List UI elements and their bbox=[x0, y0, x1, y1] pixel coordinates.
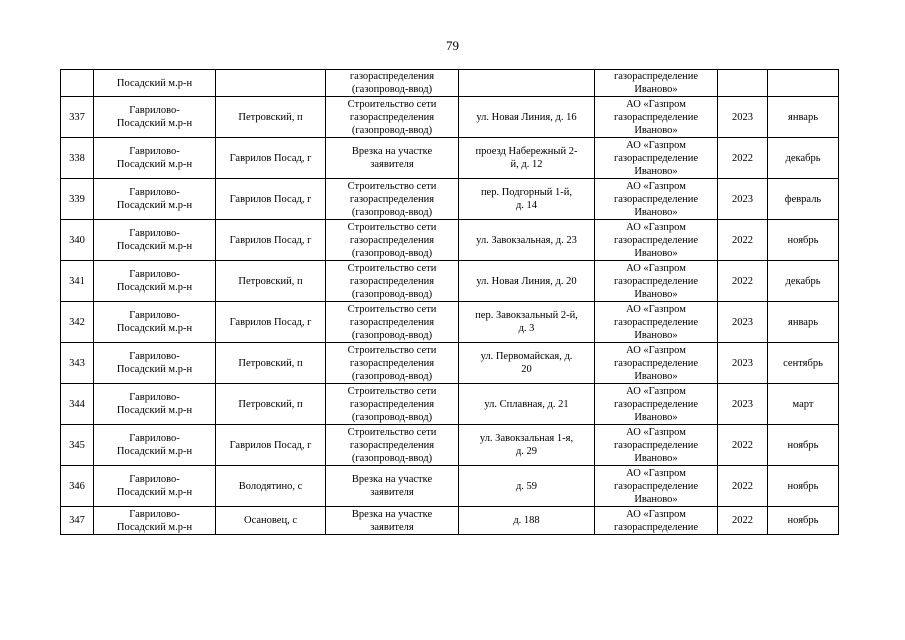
cell-year: 2023 bbox=[718, 97, 768, 138]
table-row-continuation bbox=[61, 70, 839, 97]
cell-work: Строительство сети газораспределения (газопровод-ввод) bbox=[326, 343, 459, 384]
table-row bbox=[61, 138, 839, 179]
cell-work: Строительство сети газораспределения (газопровод-ввод) bbox=[326, 179, 459, 220]
cell-organization: АО «Газпром газораспределение Иваново» bbox=[595, 261, 718, 302]
cell-address: д. 188 bbox=[459, 507, 595, 535]
cell-locality: Гаврилов Посад, г bbox=[216, 179, 326, 220]
cell-organization: газораспределение Иваново» bbox=[595, 70, 718, 97]
cell-year: 2023 bbox=[718, 343, 768, 384]
cell-address: ул. Первомайская, д. 20 bbox=[459, 343, 595, 384]
cell-locality bbox=[216, 70, 326, 97]
cell-year: 2022 bbox=[718, 220, 768, 261]
cell-num: 341 bbox=[61, 261, 94, 302]
cell-district: Гаврилово- Посадский м.р-н bbox=[94, 302, 216, 343]
table-row bbox=[61, 179, 839, 220]
cell-locality: Петровский, п bbox=[216, 261, 326, 302]
table-row bbox=[61, 384, 839, 425]
cell-month: ноябрь bbox=[768, 466, 839, 507]
cell-organization: АО «Газпром газораспределение Иваново» bbox=[595, 384, 718, 425]
cell-month: ноябрь bbox=[768, 425, 839, 466]
cell-num bbox=[61, 70, 94, 97]
cell-district: Гаврилово- Посадский м.р-н bbox=[94, 138, 216, 179]
cell-year: 2022 bbox=[718, 466, 768, 507]
cell-district: Гаврилово- Посадский м.р-н bbox=[94, 507, 216, 535]
cell-district: Гаврилово- Посадский м.р-н bbox=[94, 343, 216, 384]
cell-organization: АО «Газпром газораспределение Иваново» bbox=[595, 179, 718, 220]
cell-work: Врезка на участке заявителя bbox=[326, 466, 459, 507]
cell-district: Гаврилово- Посадский м.р-н bbox=[94, 384, 216, 425]
cell-num: 345 bbox=[61, 425, 94, 466]
cell-organization: АО «Газпром газораспределение Иваново» bbox=[595, 343, 718, 384]
cell-district: Посадский м.р-н bbox=[94, 70, 216, 97]
cell-month: ноябрь bbox=[768, 507, 839, 535]
cell-month: декабрь bbox=[768, 261, 839, 302]
cell-address: ул. Завокзальная, д. 23 bbox=[459, 220, 595, 261]
table-row bbox=[61, 507, 839, 535]
cell-num: 343 bbox=[61, 343, 94, 384]
cell-locality: Володятино, с bbox=[216, 466, 326, 507]
cell-work: Врезка на участке заявителя bbox=[326, 507, 459, 535]
table-row bbox=[61, 466, 839, 507]
cell-work: Врезка на участке заявителя bbox=[326, 138, 459, 179]
cell-work: Строительство сети газораспределения (газопровод-ввод) bbox=[326, 302, 459, 343]
cell-month: январь bbox=[768, 97, 839, 138]
cell-num: 344 bbox=[61, 384, 94, 425]
cell-month: декабрь bbox=[768, 138, 839, 179]
cell-work: Строительство сети газораспределения (газопровод-ввод) bbox=[326, 97, 459, 138]
cell-address: ул. Новая Линия, д. 16 bbox=[459, 97, 595, 138]
table-row bbox=[61, 97, 839, 138]
cell-num: 339 bbox=[61, 179, 94, 220]
cell-locality: Гаврилов Посад, г bbox=[216, 302, 326, 343]
cell-district: Гаврилово- Посадский м.р-н bbox=[94, 220, 216, 261]
cell-month: ноябрь bbox=[768, 220, 839, 261]
cell-district: Гаврилово- Посадский м.р-н bbox=[94, 466, 216, 507]
table-body bbox=[61, 70, 839, 535]
cell-locality: Гаврилов Посад, г bbox=[216, 220, 326, 261]
cell-month: сентябрь bbox=[768, 343, 839, 384]
cell-address: ул. Сплавная, д. 21 bbox=[459, 384, 595, 425]
cell-organization: АО «Газпром газораспределение Иваново» bbox=[595, 97, 718, 138]
table-row bbox=[61, 261, 839, 302]
table-row bbox=[61, 425, 839, 466]
cell-district: Гаврилово- Посадский м.р-н bbox=[94, 97, 216, 138]
cell-year: 2023 bbox=[718, 302, 768, 343]
cell-address: пер. Подгорный 1-й, д. 14 bbox=[459, 179, 595, 220]
cell-month: март bbox=[768, 384, 839, 425]
cell-num: 340 bbox=[61, 220, 94, 261]
cell-work: Строительство сети газораспределения (газопровод-ввод) bbox=[326, 261, 459, 302]
cell-work: газораспределения (газопровод-ввод) bbox=[326, 70, 459, 97]
cell-work: Строительство сети газораспределения (газопровод-ввод) bbox=[326, 220, 459, 261]
cell-organization: АО «Газпром газораспределение bbox=[595, 507, 718, 535]
table-row bbox=[61, 343, 839, 384]
cell-locality: Гаврилов Посад, г bbox=[216, 425, 326, 466]
cell-address: ул. Завокзальная 1-я, д. 29 bbox=[459, 425, 595, 466]
cell-address: д. 59 bbox=[459, 466, 595, 507]
cell-work: Строительство сети газораспределения (газопровод-ввод) bbox=[326, 384, 459, 425]
cell-num: 342 bbox=[61, 302, 94, 343]
cell-num: 347 bbox=[61, 507, 94, 535]
cell-district: Гаврилово- Посадский м.р-н bbox=[94, 179, 216, 220]
table-row bbox=[61, 302, 839, 343]
table-row bbox=[61, 220, 839, 261]
cell-organization: АО «Газпром газораспределение Иваново» bbox=[595, 138, 718, 179]
cell-locality: Осановец, с bbox=[216, 507, 326, 535]
cell-address bbox=[459, 70, 595, 97]
cell-organization: АО «Газпром газораспределение Иваново» bbox=[595, 425, 718, 466]
cell-locality: Петровский, п bbox=[216, 384, 326, 425]
cell-address: проезд Набережный 2- й, д. 12 bbox=[459, 138, 595, 179]
cell-locality: Гаврилов Посад, г bbox=[216, 138, 326, 179]
page-number: 79 bbox=[446, 38, 459, 53]
cell-month: январь bbox=[768, 302, 839, 343]
cell-work: Строительство сети газораспределения (газопровод-ввод) bbox=[326, 425, 459, 466]
cell-address: ул. Новая Линия, д. 20 bbox=[459, 261, 595, 302]
cell-organization: АО «Газпром газораспределение Иваново» bbox=[595, 302, 718, 343]
cell-organization: АО «Газпром газораспределение Иваново» bbox=[595, 220, 718, 261]
cell-organization: АО «Газпром газораспределение Иваново» bbox=[595, 466, 718, 507]
cell-year: 2023 bbox=[718, 384, 768, 425]
cell-locality: Петровский, п bbox=[216, 97, 326, 138]
cell-locality: Петровский, п bbox=[216, 343, 326, 384]
cell-num: 346 bbox=[61, 466, 94, 507]
cell-district: Гаврилово- Посадский м.р-н bbox=[94, 425, 216, 466]
cell-month bbox=[768, 70, 839, 97]
cell-num: 337 bbox=[61, 97, 94, 138]
cell-year: 2022 bbox=[718, 138, 768, 179]
cell-address: пер. Завокзальный 2-й, д. 3 bbox=[459, 302, 595, 343]
cell-year: 2022 bbox=[718, 507, 768, 535]
cell-year bbox=[718, 70, 768, 97]
cell-month: февраль bbox=[768, 179, 839, 220]
cell-year: 2022 bbox=[718, 261, 768, 302]
cell-year: 2022 bbox=[718, 425, 768, 466]
gas-connection-table bbox=[60, 69, 839, 535]
cell-year: 2023 bbox=[718, 179, 768, 220]
cell-district: Гаврилово- Посадский м.р-н bbox=[94, 261, 216, 302]
cell-num: 338 bbox=[61, 138, 94, 179]
